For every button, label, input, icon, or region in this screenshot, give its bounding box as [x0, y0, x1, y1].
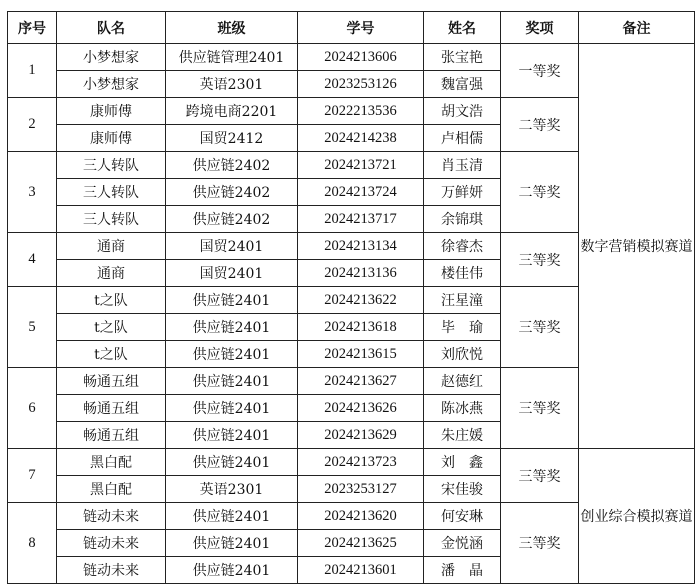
student-id-cell: 2024213615 [298, 341, 424, 368]
student-id-cell: 2024213134 [298, 233, 424, 260]
student-id-cell: 2024213618 [298, 314, 424, 341]
class-cell: 国贸2401 [166, 233, 298, 260]
header-cell-team: 队名 [57, 12, 166, 44]
group-number-cell: 1 [8, 44, 57, 98]
team-name-cell: 畅通五组 [57, 368, 166, 395]
team-name-cell: 通商 [57, 260, 166, 287]
award-cell: 二等奖 [501, 98, 579, 152]
class-cell: 供应链管理2401 [166, 44, 298, 71]
student-name-cell: 卢相儒 [424, 125, 501, 152]
award-cell: 一等奖 [501, 44, 579, 98]
class-cell: 英语2301 [166, 476, 298, 503]
student-id-cell: 2023253127 [298, 476, 424, 503]
group-number-cell: 5 [8, 287, 57, 368]
student-id-cell: 2024213622 [298, 287, 424, 314]
student-name-cell: 陈冰燕 [424, 395, 501, 422]
team-name-cell: 链动未来 [57, 530, 166, 557]
student-name-cell: 毕 瑜 [424, 314, 501, 341]
class-cell: 供应链2401 [166, 341, 298, 368]
class-cell: 供应链2401 [166, 287, 298, 314]
header-cell-remark: 备注 [579, 12, 695, 44]
student-id-cell: 2024213601 [298, 557, 424, 584]
student-id-cell: 2024214238 [298, 125, 424, 152]
class-cell: 英语2301 [166, 71, 298, 98]
student-name-cell: 肖玉清 [424, 152, 501, 179]
class-cell: 供应链2401 [166, 422, 298, 449]
student-name-cell: 张宝艳 [424, 44, 501, 71]
class-cell: 供应链2402 [166, 206, 298, 233]
award-cell: 三等奖 [501, 287, 579, 368]
student-id-cell: 2024213723 [298, 449, 424, 476]
student-id-cell: 2024213721 [298, 152, 424, 179]
header-cell-class: 班级 [166, 12, 298, 44]
group-number-cell: 6 [8, 368, 57, 449]
student-id-cell: 2024213620 [298, 503, 424, 530]
class-cell: 供应链2401 [166, 395, 298, 422]
student-name-cell: 万鲜妍 [424, 179, 501, 206]
student-id-cell: 2024213627 [298, 368, 424, 395]
header-row [8, 12, 695, 44]
team-name-cell: t之队 [57, 341, 166, 368]
student-name-cell: 胡文浩 [424, 98, 501, 125]
group-number-cell: 4 [8, 233, 57, 287]
student-name-cell: 刘 鑫 [424, 449, 501, 476]
header-cell-student-id: 学号 [298, 12, 424, 44]
header-cell-index: 序号 [8, 12, 57, 44]
class-cell: 供应链2402 [166, 152, 298, 179]
student-name-cell: 徐睿杰 [424, 233, 501, 260]
student-id-cell: 2023253126 [298, 71, 424, 98]
class-cell: 国贸2401 [166, 260, 298, 287]
student-name-cell: 朱庄媛 [424, 422, 501, 449]
student-id-cell: 2024213629 [298, 422, 424, 449]
student-name-cell: 潘 晶 [424, 557, 501, 584]
remark-cell: 数字营销模拟赛道 [579, 44, 695, 449]
class-cell: 供应链2401 [166, 368, 298, 395]
team-name-cell: 畅通五组 [57, 395, 166, 422]
student-id-cell: 2024213626 [298, 395, 424, 422]
table-row [8, 44, 695, 71]
student-name-cell: 金悦涵 [424, 530, 501, 557]
class-cell: 供应链2401 [166, 314, 298, 341]
class-cell: 供应链2402 [166, 179, 298, 206]
team-name-cell: 小梦想家 [57, 71, 166, 98]
team-name-cell: 链动未来 [57, 557, 166, 584]
team-name-cell: 通商 [57, 233, 166, 260]
student-name-cell: 汪星潼 [424, 287, 501, 314]
student-id-cell: 2024213724 [298, 179, 424, 206]
group-number-cell: 8 [8, 503, 57, 584]
team-name-cell: 畅通五组 [57, 422, 166, 449]
table-row [8, 449, 695, 476]
class-cell: 供应链2401 [166, 557, 298, 584]
student-id-cell: 2024213136 [298, 260, 424, 287]
team-name-cell: 黑白配 [57, 449, 166, 476]
group-number-cell: 2 [8, 98, 57, 152]
award-cell: 三等奖 [501, 233, 579, 287]
class-cell: 供应链2401 [166, 449, 298, 476]
class-cell: 供应链2401 [166, 503, 298, 530]
group-number-cell: 7 [8, 449, 57, 503]
team-name-cell: 三人转队 [57, 152, 166, 179]
class-cell: 跨境电商2201 [166, 98, 298, 125]
team-name-cell: t之队 [57, 314, 166, 341]
student-id-cell: 2022213536 [298, 98, 424, 125]
class-cell: 供应链2401 [166, 530, 298, 557]
student-id-cell: 2024213625 [298, 530, 424, 557]
award-cell: 二等奖 [501, 152, 579, 233]
student-name-cell: 何安琳 [424, 503, 501, 530]
student-name-cell: 刘欣悦 [424, 341, 501, 368]
header-cell-award: 奖项 [501, 12, 579, 44]
team-name-cell: 三人转队 [57, 206, 166, 233]
table-body [8, 44, 695, 584]
student-id-cell: 2024213606 [298, 44, 424, 71]
award-table [7, 11, 695, 584]
class-cell: 国贸2412 [166, 125, 298, 152]
student-id-cell: 2024213717 [298, 206, 424, 233]
header-cell-name: 姓名 [424, 12, 501, 44]
team-name-cell: 三人转队 [57, 179, 166, 206]
team-name-cell: 链动未来 [57, 503, 166, 530]
student-name-cell: 魏富强 [424, 71, 501, 98]
student-name-cell: 余锦琪 [424, 206, 501, 233]
team-name-cell: 康师傅 [57, 125, 166, 152]
award-cell: 三等奖 [501, 368, 579, 449]
student-name-cell: 宋佳骏 [424, 476, 501, 503]
team-name-cell: 康师傅 [57, 98, 166, 125]
group-number-cell: 3 [8, 152, 57, 233]
student-name-cell: 楼佳伟 [424, 260, 501, 287]
team-name-cell: 小梦想家 [57, 44, 166, 71]
remark-cell: 创业综合模拟赛道 [579, 449, 695, 584]
team-name-cell: 黑白配 [57, 476, 166, 503]
award-cell: 三等奖 [501, 449, 579, 503]
student-name-cell: 赵德红 [424, 368, 501, 395]
award-cell: 三等奖 [501, 503, 579, 584]
team-name-cell: t之队 [57, 287, 166, 314]
